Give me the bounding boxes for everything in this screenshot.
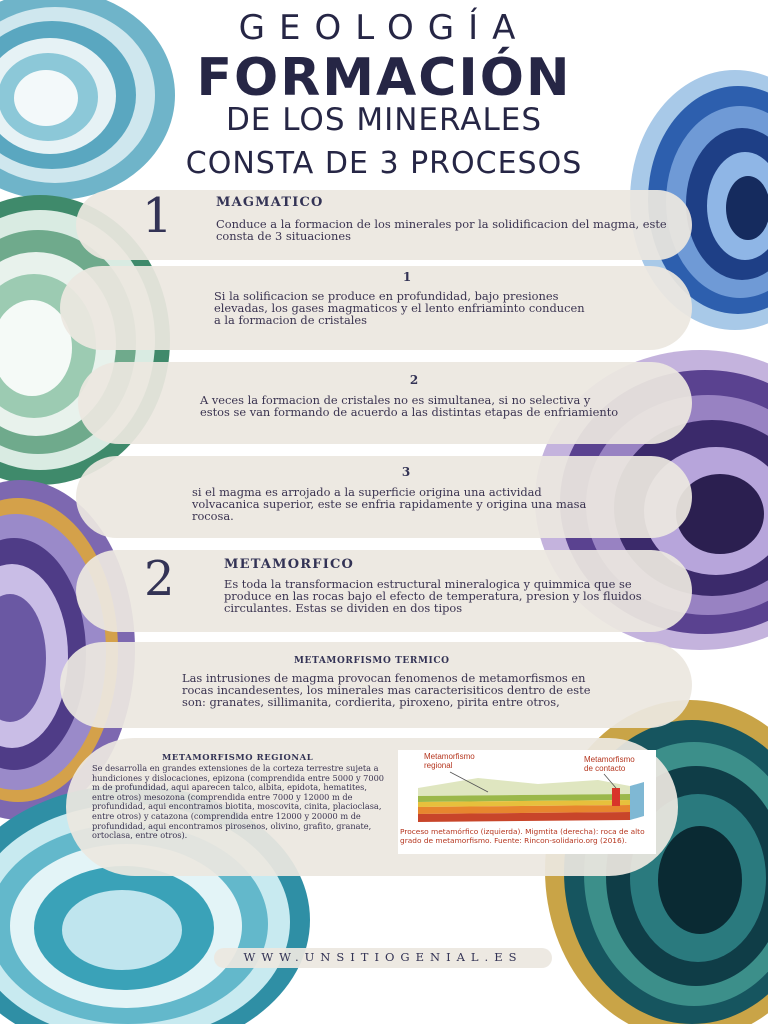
termico-text: Las intrusiones de magma provocan fenomenos de metamorfismos en rocas incandesentes, los minerales mas caracterisiticos dentro de este son: granates, sillimanita, cordierita, piroxeno, pirita entre otros, — [182, 671, 591, 710]
metamorfico-number: 2 — [144, 551, 175, 607]
figure-label-contacto-1: Metamorfismo — [584, 755, 635, 764]
termico-title: METAMORFISMO TERMICO — [294, 656, 450, 666]
figure-label-regional-1: Metamorfismo — [424, 752, 475, 761]
figure-label-regional-2: regional — [424, 761, 453, 770]
magmatico-title: MAGMATICO — [216, 195, 324, 210]
header-formacion: FORMACIÓN — [196, 48, 572, 108]
situation-2-number: 2 — [409, 373, 419, 387]
header-consta-procesos: CONSTA DE 3 PROCESOS — [185, 146, 583, 181]
figure-front-face — [630, 782, 644, 820]
figure-caption: Proceso metamórfico (izquierda). Migmtita (derecha): roca de alto grado de metamorfismo. Fuente: Rincon-solidario.org (2016). — [400, 827, 645, 845]
metamorfico-title: METAMORFICO — [224, 557, 355, 572]
magmatico-number: 1 — [142, 188, 173, 244]
situation-3-text: si el magma es arrojado a la superficie origina una actividad volvacanica superior, este se enfria rapidamente y origina una masa rocosa. — [192, 485, 587, 524]
situation-2-text: A veces la formacion de cristales no es simultanea, si no selectiva y estos se van formando de acuerdo a las distintas etapas de enfriamiento — [200, 393, 619, 420]
regional-text: Se desarrolla en grandes extensiones de la corteza terrestre sujeta a hundiciones y dislocaciones, epizona (comprendida entre 5000 y 7000 m de profundidad, aqui aparecen talco, albita, epidota, hematites, entre otros) mesozona (comprendida entre 7000 y 12000 m de profundidad, aqui encontramos biotita, moscovita, cinita, placioclasa, entre otros) y catazona (comprendida entre 12000 y 20000 m de profundidad, aqui encontramos pirosenos, olivino, grafito, granate, ortoclasa, entre otros). — [92, 763, 385, 841]
situation-1-text: Si la solificacion se produce en profundidad, bajo presiones elevadas, los gases magmaticos y el lento enfriaminto conducen a la formacion de cristales — [214, 289, 585, 328]
header-geologia: GEOLOGÍA — [238, 8, 530, 48]
figure-intrusion — [612, 788, 620, 806]
regional-title: METAMORFISMO REGIONAL — [162, 752, 314, 762]
situation-1-number: 1 — [402, 270, 412, 284]
magmatico-text: Conduce a la formacion de los minerales por la solidificacion del magma, este consta de 3 situaciones — [216, 217, 667, 244]
situation-3-number: 3 — [401, 465, 411, 479]
metamorfico-text: Es toda la transformacion estructural mineralogica y quimmica que se produce en las rocas bajo el efecto de temperatura, presion y los fluidos circulantes. Estas se dividen en dos tipos — [224, 577, 642, 616]
metamorphism-diagram — [398, 750, 656, 828]
figure-label-contacto-2: de contacto — [584, 764, 626, 773]
footer-url[interactable]: WWW.UNSITIOGENIAL.ES — [243, 950, 523, 964]
header-de-los-minerales: DE LOS MINERALES — [225, 102, 543, 138]
